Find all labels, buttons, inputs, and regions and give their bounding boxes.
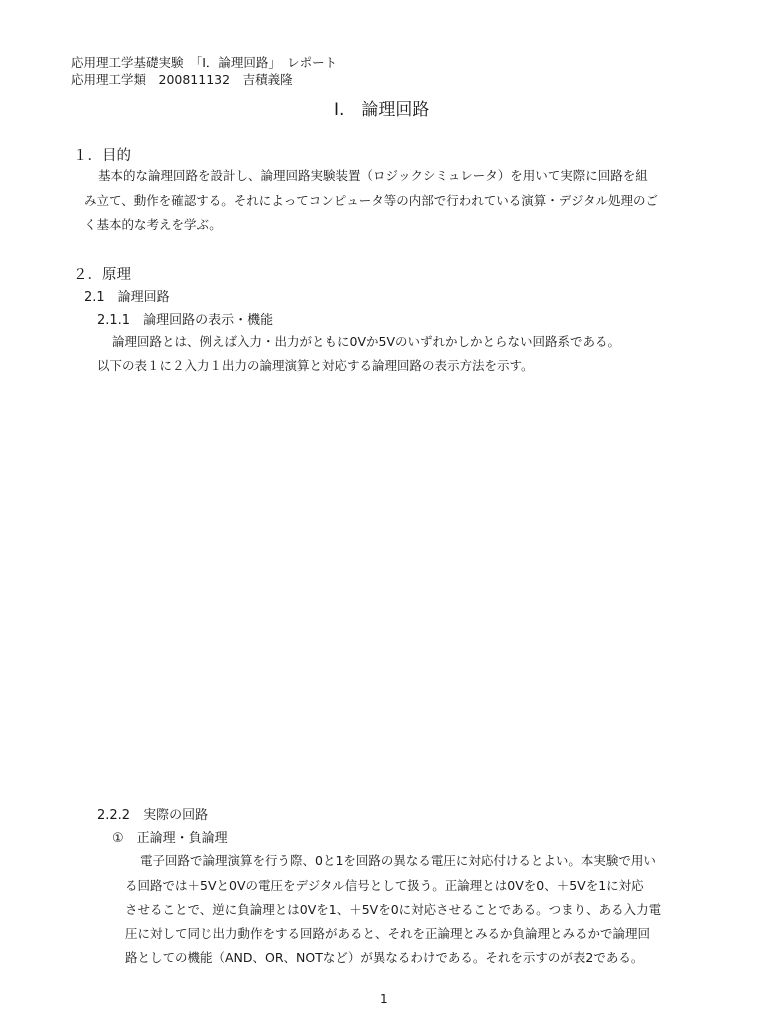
- list-item-heading: ① 正論理・負論理: [112, 831, 228, 846]
- paragraph-line: み立て、動作を確認する。それによってコンピュータ等の内部で行われている演算・デジタル処理のご: [84, 193, 659, 208]
- header-student-line: 応用理工学類 200811132 吉積義隆: [71, 72, 293, 87]
- paragraph-line: 路としての機能（AND、OR、NOTなど）が異なるわけである。それを示すのが表2である。: [125, 950, 644, 965]
- section-heading: ２．原理: [73, 267, 131, 283]
- paragraph-line: 電子回路で論理演算を行う際、0と1を回路の異なる電圧に対応付けるとよい。本実験で用い: [140, 853, 656, 868]
- paragraph-line: 圧に対して同じ出力動作をする回路があると、それを正論理とみるか負論理とみるかで論理回: [125, 926, 651, 941]
- paragraph-line: 基本的な論理回路を設計し、論理回路実験装置（ロジックシミュレータ）を用いて実際に回路を組: [98, 168, 648, 183]
- section-heading: １．目的: [73, 148, 131, 164]
- paragraph-line: る回路では＋5Vと0Vの電圧をデジタル信号として扱う。正論理とは0Vを0、＋5Vを1に対応: [125, 878, 644, 893]
- subsubsection-heading: 2.1.1 論理回路の表示・機能: [97, 313, 274, 328]
- paragraph-line: 論理回路とは、例えば入力・出力がともに0Vか5Vのいずれかしかとらない回路系である。: [112, 334, 621, 349]
- subsubsection-heading: 2.2.2 実際の回路: [97, 808, 209, 823]
- header-course-line: 応用理工学基礎実験 「I．論理回路」 レポート: [71, 55, 338, 70]
- paragraph-line: く基本的な考えを学ぶ。: [84, 217, 222, 232]
- subsection-heading: 2.1 論理回路: [84, 290, 170, 305]
- page-title: I. 論理回路: [334, 100, 430, 120]
- paragraph-line: させることで、逆に負論理とは0Vを1、＋5Vを0に対応させることである。つまり、ある入力電: [125, 902, 662, 917]
- page-number: 1: [380, 992, 388, 1006]
- paragraph-line: 以下の表１に２入力１出力の論理演算と対応する論理回路の表示方法を示す。: [97, 358, 534, 373]
